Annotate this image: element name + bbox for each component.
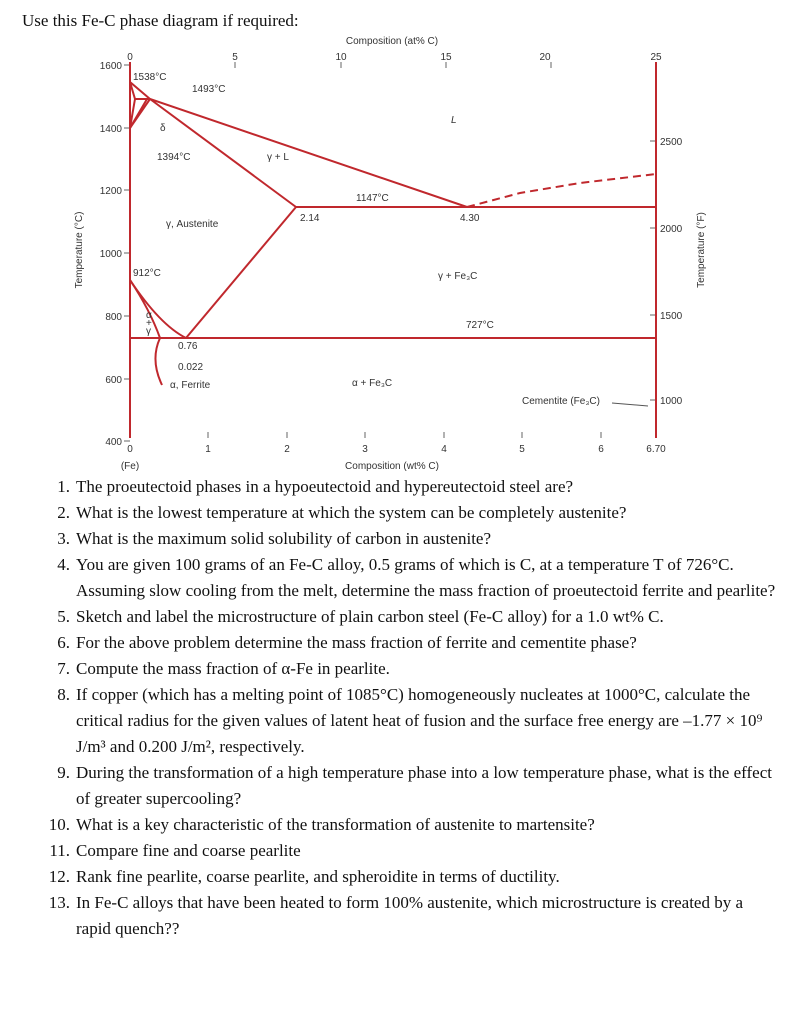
question-number: 4. <box>57 555 70 574</box>
label-4-30: 4.30 <box>460 213 480 224</box>
question-text: Sketch and label the microstructure of plain carbon steel (Fe-C alloy) for a 1.0 wt% C. <box>76 607 664 626</box>
question-text: Compute the mass fraction of α-Fe in pearlite. <box>76 659 390 678</box>
question-item <box>40 890 780 942</box>
label-1493: 1493°C <box>192 84 226 95</box>
question-item <box>40 526 780 552</box>
left-tick: 1600 <box>99 61 122 72</box>
right-tick: 1000 <box>660 396 683 407</box>
question-item <box>40 838 780 864</box>
left-tick: 400 <box>105 437 122 448</box>
question-text: What is a key characteristic of the transformation of austenite to martensite? <box>76 815 595 834</box>
label-cementite: Cementite (Fe₃C) <box>522 396 600 407</box>
question-item <box>40 630 780 656</box>
top-tick: 20 <box>539 52 551 63</box>
top-axis-title: Composition (at% C) <box>345 36 439 47</box>
question-number: 3. <box>57 529 70 548</box>
question-number: 7. <box>57 659 70 678</box>
question-list <box>40 474 780 942</box>
question-item <box>40 682 780 760</box>
bottom-tick: 2 <box>284 444 290 455</box>
question-item <box>40 474 780 500</box>
left-tick: 1400 <box>99 124 122 135</box>
top-tick: 10 <box>335 52 347 63</box>
label-2-14: 2.14 <box>300 213 320 224</box>
intro-text: Use this Fe-C phase diagram if required: <box>22 11 299 30</box>
question-text: What is the lowest temperature at which the system can be completely austenite? <box>76 503 627 522</box>
question-item <box>40 552 780 604</box>
left-tick-labels <box>100 61 123 448</box>
bottom-tick: 1 <box>205 444 211 455</box>
label-alpha-fe3c: α + Fe₃C <box>352 378 393 389</box>
label-0-76: 0.76 <box>178 341 198 352</box>
label-gamma-fe3c: γ + Fe₃C <box>438 271 478 282</box>
right-tick: 2000 <box>660 224 683 235</box>
right-axis-title: Temperature (°F) <box>696 212 707 288</box>
liquidus-line <box>130 82 467 207</box>
fe-label: (Fe) <box>120 461 140 472</box>
label-1147: 1147°C <box>356 193 389 204</box>
bottom-tick: 6.70 <box>646 444 666 455</box>
top-tick: 15 <box>440 52 452 63</box>
label-alpha-gamma-alpha: α <box>146 310 152 321</box>
label-alpha-gamma-plus: + <box>146 318 152 329</box>
question-number: 12. <box>48 867 70 886</box>
label-delta: δ <box>160 123 166 134</box>
bottom-tick: 0 <box>127 444 133 455</box>
question-text: Rank fine pearlite, coarse pearlite, and spheroidite in terms of ductility. <box>76 867 560 886</box>
region-labels <box>133 72 600 407</box>
top-tick-labels <box>127 52 662 63</box>
bottom-tick: 6 <box>598 444 604 455</box>
solvus-line <box>155 338 162 385</box>
left-tick: 1200 <box>99 186 122 197</box>
question-number: 10. <box>48 815 70 834</box>
top-tick: 25 <box>650 52 662 63</box>
a3-line <box>130 280 186 338</box>
label-liquid: L <box>451 115 457 126</box>
question-number: 11. <box>49 841 70 860</box>
label-727: 727°C <box>466 320 494 331</box>
alpha-gamma-boundary <box>130 280 160 338</box>
bottom-tick-labels <box>127 444 666 455</box>
question-text: In Fe-C alloys that have been heated to form 100% austenite, which microstructure is created by a rapid quench?? <box>76 893 744 938</box>
question-number: 5. <box>57 607 70 626</box>
right-tick-labels <box>660 137 683 407</box>
bottom-tick: 4 <box>441 444 447 455</box>
question-item <box>40 604 780 630</box>
bottom-tick: 5 <box>519 444 525 455</box>
question-text: What is the maximum solid solubility of carbon in austenite? <box>76 529 492 548</box>
left-axis-title: Temperature (°C) <box>74 211 85 289</box>
question-number: 6. <box>57 633 70 652</box>
question-number: 9. <box>57 763 70 782</box>
right-tick: 2500 <box>660 137 683 148</box>
left-tick: 800 <box>105 312 122 323</box>
question-text: If copper (which has a melting point of 1085°C) homogeneously nucleates at 1000°C, calculate the critical radius for the given values of latent heat of fusion and the surface free energy are –1.77 × 10⁹ J/m³ and 0.200 J/m², respectively. <box>76 685 763 756</box>
question-text: Compare fine and coarse pearlite <box>76 841 301 860</box>
label-alpha-gamma-gamma: γ <box>146 326 151 337</box>
fe-c-phase-diagram <box>0 0 789 474</box>
question-number: 13. <box>48 893 70 912</box>
left-tick: 1000 <box>99 249 122 260</box>
question-item <box>40 760 780 812</box>
label-gamma-liquid: γ + L <box>267 152 289 163</box>
question-number: 2. <box>57 503 70 522</box>
label-0-022: 0.022 <box>178 362 204 373</box>
question-number: 8. <box>57 685 70 704</box>
label-ferrite: α, Ferrite <box>170 380 211 391</box>
left-tick: 600 <box>105 375 122 386</box>
question-text: The proeutectoid phases in a hypoeutectoid and hypereutectoid steel are? <box>76 477 574 496</box>
question-text: During the transformation of a high temperature phase into a low temperature phase, what is the effect of greater supercooling? <box>76 763 772 808</box>
label-1394: 1394°C <box>157 152 191 163</box>
top-tick: 0 <box>127 52 133 63</box>
question-item <box>40 656 780 682</box>
question-text: You are given 100 grams of an Fe-C alloy, 0.5 grams of which is C, at a temperature T of 726°C. Assuming slow cooling from the melt, determine the mass fraction of proeutectoid ferrite and pearlite? <box>76 555 776 600</box>
question-text: For the above problem determine the mass fraction of ferrite and cementite phase? <box>76 633 637 652</box>
cementite-leader <box>612 403 648 406</box>
label-912: 912°C <box>133 268 161 279</box>
question-item <box>40 812 780 838</box>
liquidus-hyper-line <box>467 174 656 207</box>
question-item <box>40 500 780 526</box>
bottom-axis-title: Composition (wt% C) <box>345 461 439 472</box>
bottom-tick: 3 <box>362 444 368 455</box>
label-1538: 1538°C <box>133 72 167 83</box>
question-number: 1. <box>57 477 70 496</box>
question-item <box>40 864 780 890</box>
right-tick: 1500 <box>660 311 683 322</box>
top-tick: 5 <box>232 52 238 63</box>
label-austenite: γ, Austenite <box>166 219 219 230</box>
